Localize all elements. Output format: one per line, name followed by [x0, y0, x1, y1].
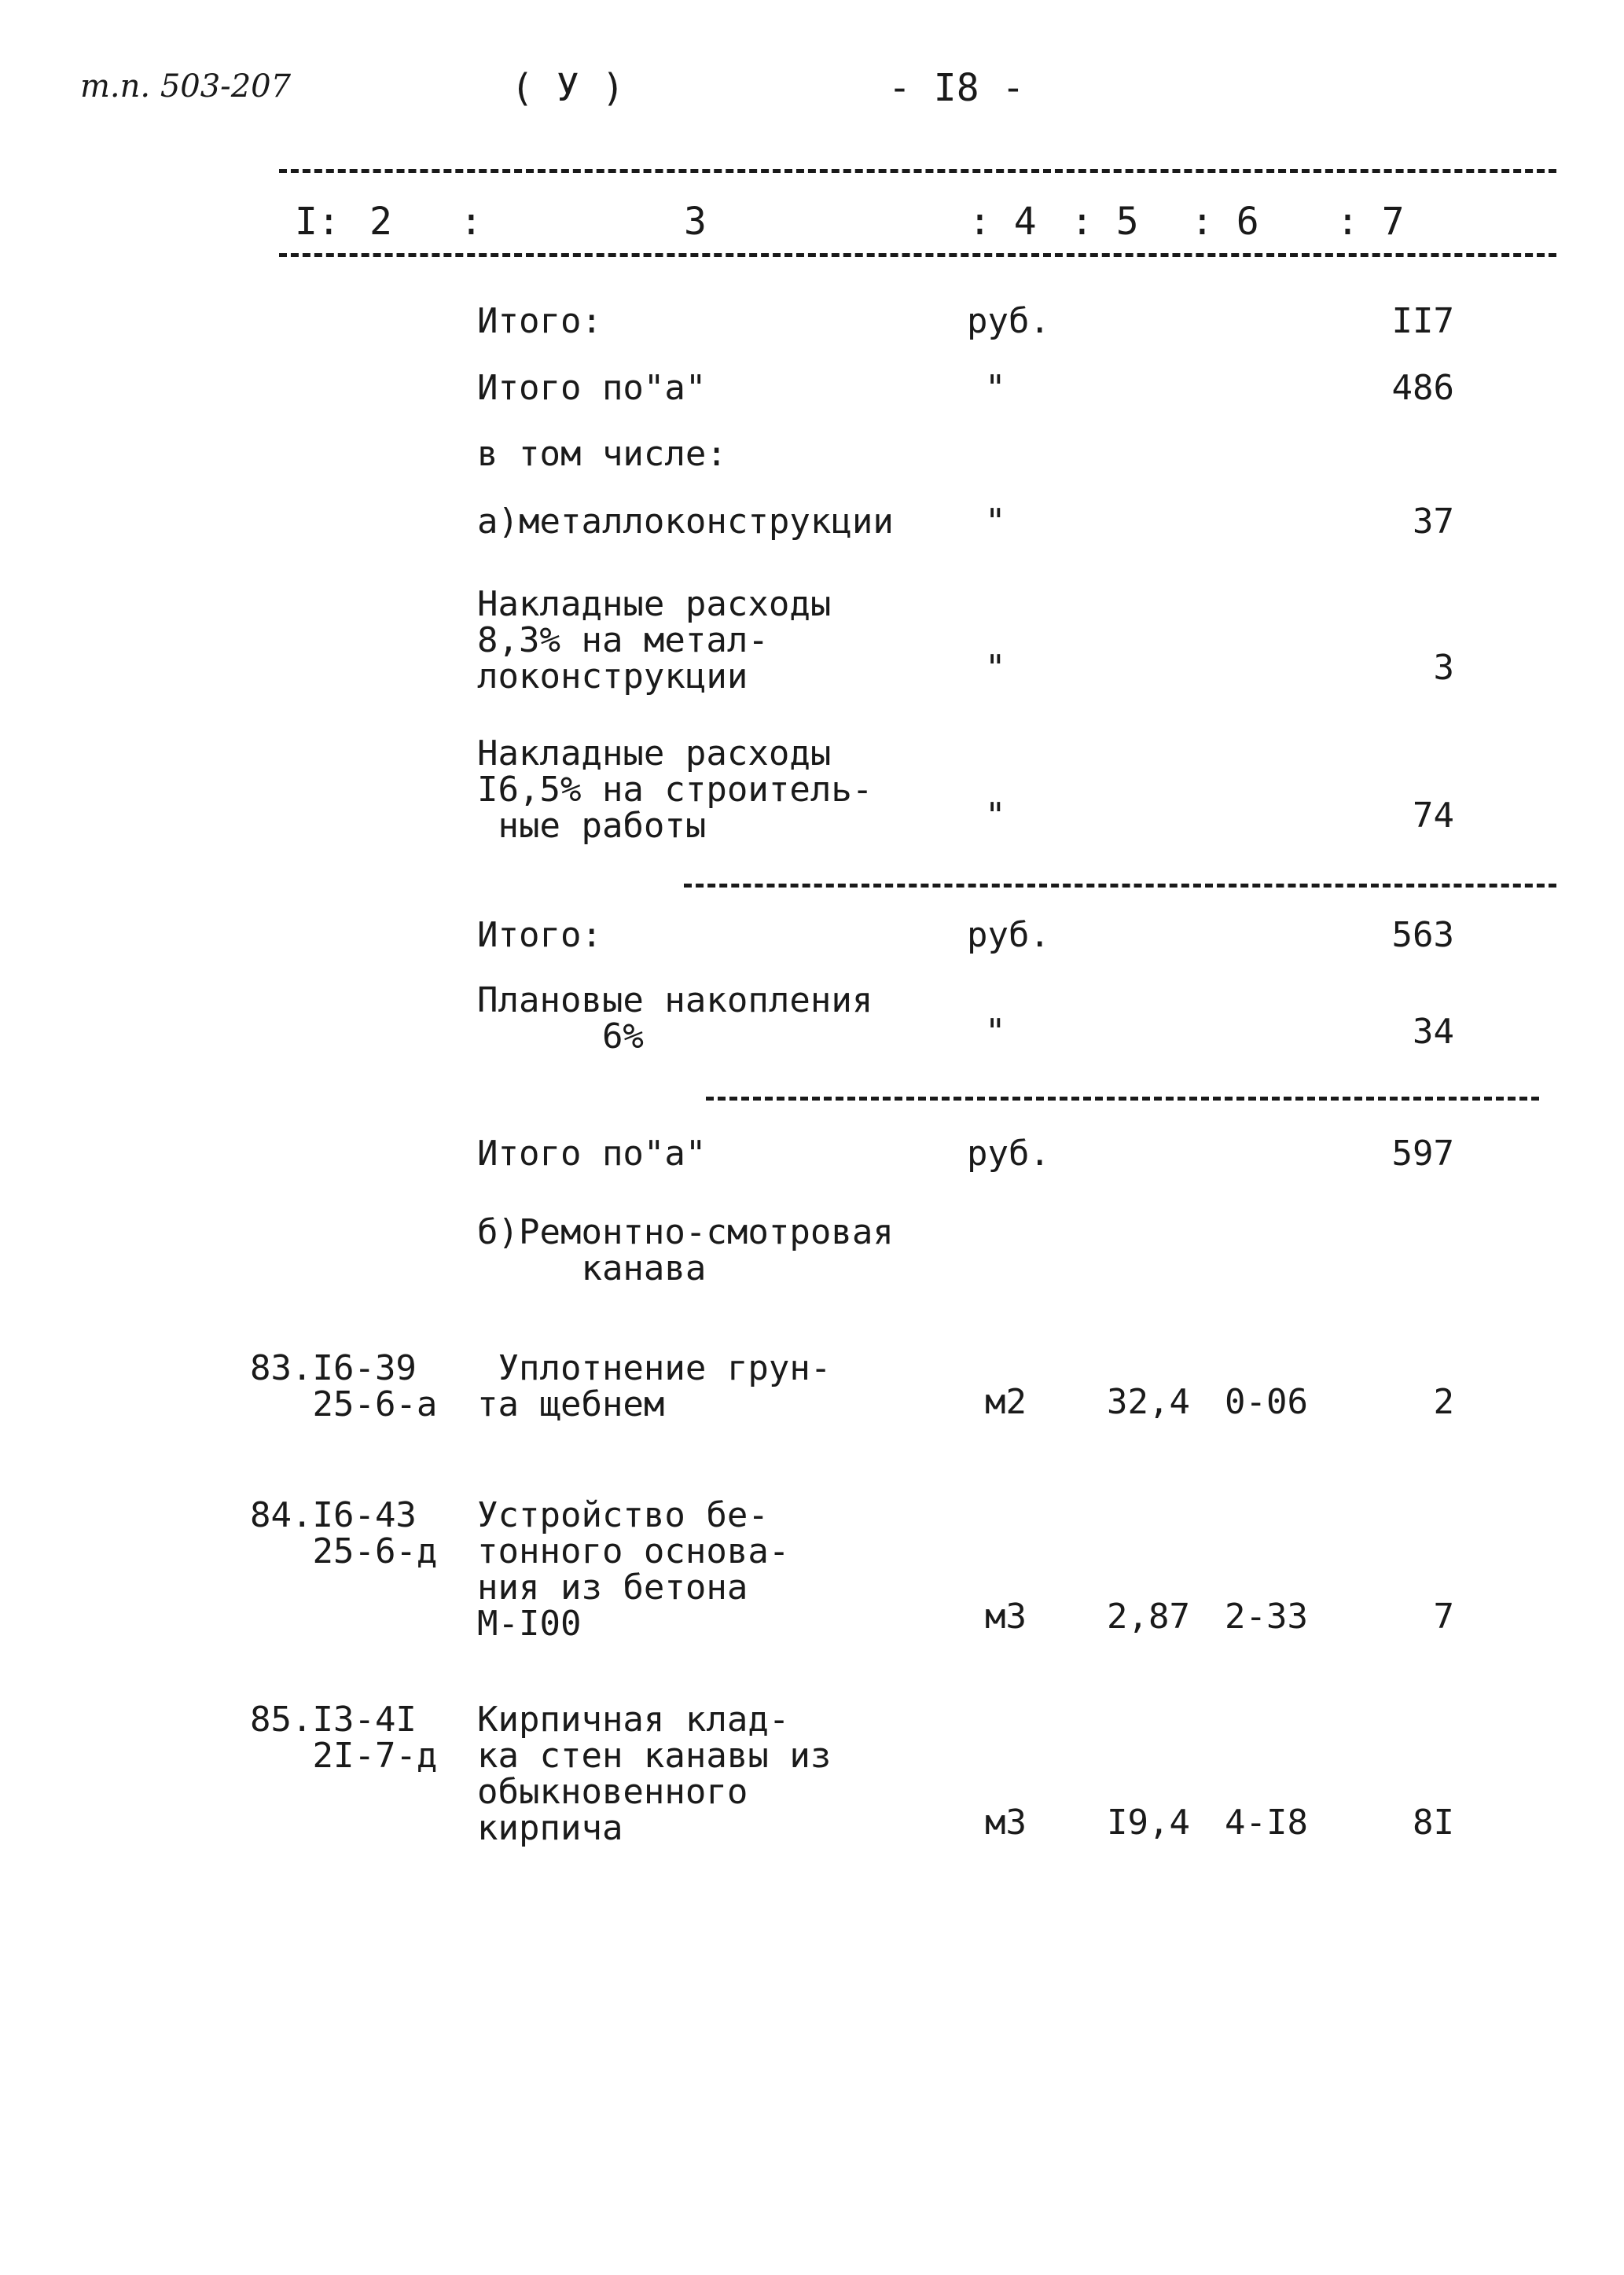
row-quantity: 32,4: [1107, 1382, 1190, 1422]
column-header-4: : 4: [968, 200, 1037, 244]
row-total: 74: [1413, 796, 1454, 836]
row-code: 84.I6-43 25-6-д: [250, 1495, 438, 1571]
row-total: 597: [1391, 1134, 1454, 1174]
row-unit: руб.: [967, 301, 1050, 341]
row-unit: ": [985, 502, 1006, 542]
table-header-rule-top: [279, 169, 1556, 173]
row-total: 2: [1433, 1382, 1454, 1422]
row-total: 3: [1433, 648, 1454, 688]
row-unit: м2: [985, 1382, 1027, 1422]
row-unit: руб.: [967, 1134, 1050, 1174]
row-total: 563: [1391, 915, 1454, 955]
column-header-7: : 7: [1336, 200, 1405, 244]
row-name: Накладные расходы 8,3% на метал- локонструкции: [477, 584, 832, 696]
table-header-rule-bottom: [279, 253, 1556, 257]
row-name: Итого:: [477, 301, 602, 341]
row-total: 37: [1413, 502, 1454, 542]
column-header-separator: :: [460, 200, 483, 244]
row-name: Плановые накопления 6%: [477, 980, 873, 1057]
column-header-5: : 5: [1071, 200, 1139, 244]
row-price: 4-I8: [1225, 1803, 1308, 1843]
subtotal-rule: [706, 1097, 1539, 1101]
row-unit: м3: [985, 1597, 1027, 1637]
column-header-3: 3: [684, 200, 707, 244]
row-code: 85.I3-4I 2I-7-д: [250, 1700, 438, 1776]
row-name: Устройство бе- тонного основа- ния из бетона М-I00: [477, 1495, 790, 1644]
section-label: ( У ): [511, 66, 625, 110]
row-price: 0-06: [1225, 1382, 1308, 1422]
row-total: II7: [1391, 301, 1454, 341]
row-unit: руб.: [967, 915, 1050, 955]
row-quantity: I9,4: [1107, 1803, 1190, 1843]
row-name: Итого:: [477, 915, 602, 955]
row-total: 34: [1413, 1012, 1454, 1052]
row-unit: ": [985, 368, 1006, 408]
row-total: 7: [1433, 1597, 1454, 1637]
row-code: 83.I6-39 25-6-а: [250, 1348, 438, 1424]
row-name: в том числе:: [477, 434, 727, 474]
row-total: 8I: [1413, 1803, 1454, 1843]
subtotal-rule: [684, 884, 1556, 888]
row-name: Кирпичная клад- ка стен канавы из обыкновенного кирпича: [477, 1700, 832, 1848]
row-unit: ": [985, 648, 1006, 688]
row-name: а)металлоконструкции: [477, 502, 894, 542]
document-stamp: т.п. 503-207: [80, 68, 292, 105]
row-unit: ": [985, 1012, 1006, 1052]
row-quantity: 2,87: [1107, 1597, 1190, 1637]
column-header-2: 2: [369, 200, 392, 244]
row-price: 2-33: [1225, 1597, 1308, 1637]
row-name: Итого по"а": [477, 368, 707, 408]
row-name: Итого по"а": [477, 1134, 707, 1174]
row-unit: м3: [985, 1803, 1027, 1843]
row-name: б)Ремонтно-смотровая канава: [477, 1212, 894, 1288]
row-name: Накладные расходы I6,5% на строитель- ные работы: [477, 733, 873, 846]
row-unit: ": [985, 796, 1006, 836]
column-header-6: : 6: [1191, 200, 1259, 244]
column-header-1: I:: [295, 200, 340, 244]
row-total: 486: [1391, 368, 1454, 408]
row-name: Уплотнение грун- та щебнем: [477, 1348, 832, 1424]
page-number: - I8 -: [888, 66, 1025, 110]
